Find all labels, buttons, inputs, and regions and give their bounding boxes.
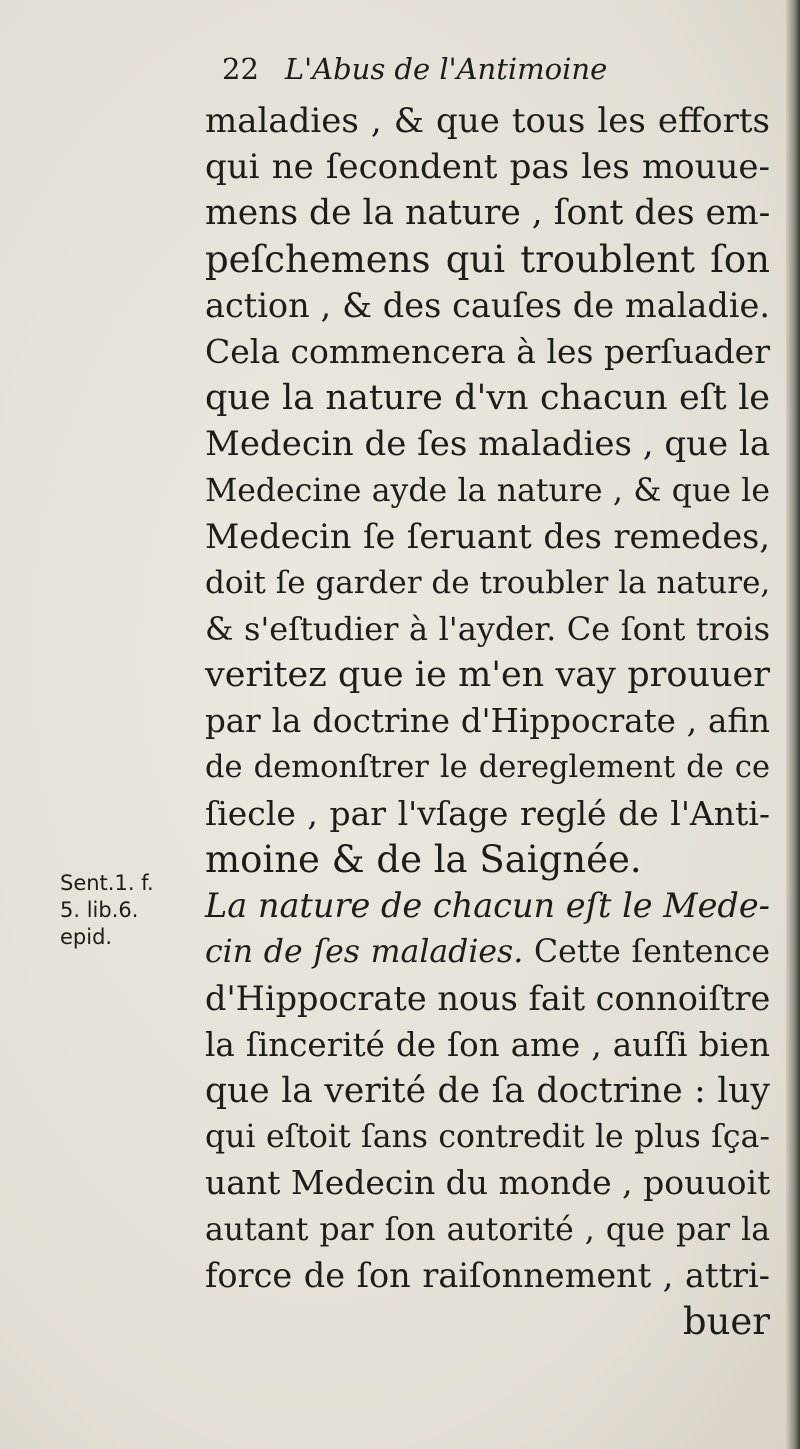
text-line: qui ne ſecondent pas les mouue- <box>205 147 770 188</box>
catchword: buer <box>682 1299 770 1343</box>
margin-citation <box>60 870 210 951</box>
running-header <box>222 52 722 96</box>
margin-line: Sent.1. f. <box>60 871 154 895</box>
page-number: 22 <box>222 52 259 86</box>
text-line: & s'eſtudier à l'ayder. Ce ſont trois <box>205 610 770 649</box>
text-line: ſiecle , par l'vſage reglé de l'Anti- <box>205 793 770 833</box>
text-line: action , & des cauſes de maladie. <box>205 285 770 325</box>
page-edge <box>786 0 800 1449</box>
text-fragment: Cette ſentence <box>523 934 770 971</box>
italic-phrase: cin de ſes maladies. <box>205 934 524 971</box>
text-line: par la doctrine d'Hippocrate , afin <box>205 702 770 741</box>
text-line <box>205 929 770 975</box>
text-line: force de ſon raiſonnement , attri- <box>205 1255 770 1295</box>
text-line: doit ſe garder de troubler la nature, <box>205 564 771 601</box>
running-title: L'Abus de l'Antimoine <box>284 52 608 86</box>
text-line: la ſincerité de ſon ame , auſſi bien <box>205 1025 770 1064</box>
text-line: de demonſtrer le dereglement de ce <box>205 749 770 785</box>
text-line: d'Hippocrate nous fait connoiſtre <box>205 978 771 1018</box>
text-line: autant par ſon autorité , que par la <box>205 1211 770 1248</box>
text-line: Medecin de ſes maladies , que la <box>205 424 771 465</box>
text-line: maladies , & que tous les efforts <box>205 101 770 141</box>
margin-line: epid. <box>60 925 113 949</box>
text-line: moine & de la Saignée. <box>205 838 642 881</box>
text-line: que la nature d'vn chacun eſt le <box>205 378 770 419</box>
text-line: que la verité de ſa doctrine : luy <box>205 1070 770 1111</box>
body-text <box>205 98 770 1345</box>
margin-line: 5. lib.6. <box>60 898 139 922</box>
text-line: Medecin ſe ſeruant des remedes, <box>205 516 770 556</box>
text-line: Medecine ayde la nature , & que le <box>205 472 770 509</box>
text-line: qui eſtoit ſans contredit le plus ſça- <box>205 1119 770 1156</box>
section-heading-line: La nature de chacun eſt le Mede- <box>205 886 770 926</box>
text-line: mens de la nature , ſont des em- <box>205 193 771 234</box>
text-line: Cela commencera à les perſuader <box>205 331 770 371</box>
text-line: uant Medecin du monde , pouuoit <box>205 1163 771 1203</box>
text-line: peſchemens qui troublent ſon <box>205 237 770 281</box>
text-line: veritez que ie m'en vay prouuer <box>205 655 770 696</box>
